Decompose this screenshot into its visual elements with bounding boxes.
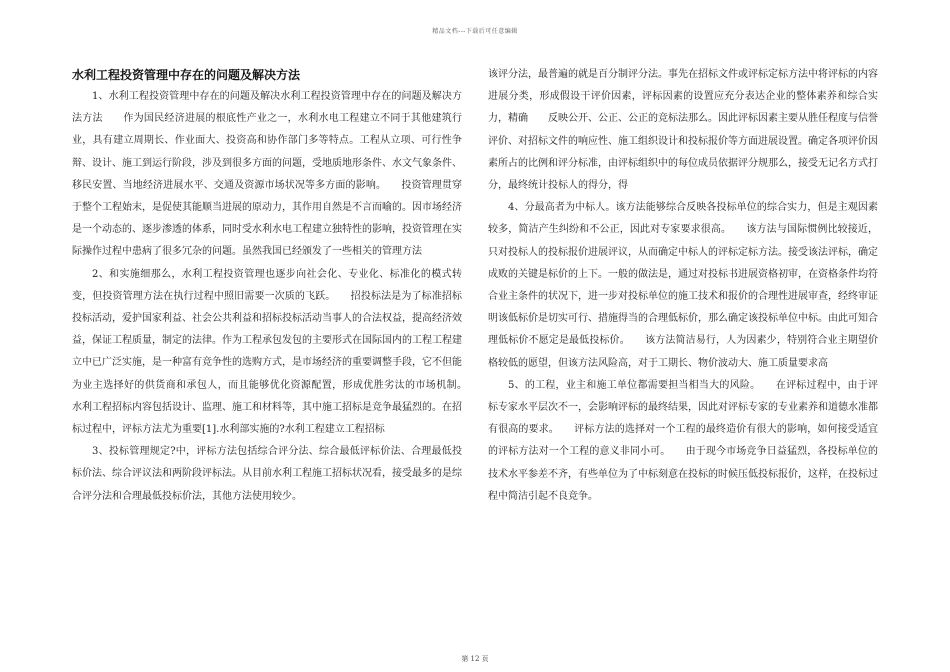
page-number: 第 12 页 — [461, 655, 489, 663]
page-header: 精品文档---下载后可任意编辑 — [432, 28, 518, 35]
paragraph-2: 2、和实施细那么，水利工程投资管理也逐步向社会化、专业化、标准化的模式转变，但投资管理方法在执行过程中照旧需要一次质的飞跃。 招投标法是为了标准招标投标活动，爱护国家利益、社会公共利益和招标投标活动当事人的合法权益，提高经济效益，保证工程质量，制定的法律。作为工程承包发包的主要形式在国际国内的工程工程建立中已广泛实施，是一种富有竞争性的选购方式，是市场经济的重要调整手段，它不但能为业主选择好的供货商和承包人，而且能够优化资源配置，形成优胜劣汰的市场机制。 水利工程招标内容包括设计、监理、施工和材料等，其中施工招标是竞争最猛烈的。在招标过程中，评标方法尤为重要[1].水利部实施的?水利工程建立工程招标 — [72, 268, 482, 436]
paragraph-3: 3、投标管理规定?中，评标方法包括综合评分法、综合最低评标价法、合理最低投标价法、综合评议法和两阶段评标法。从目前水利工程施工招标状况看，接受最多的是综合评分法和合理最低投标价法，其他方法使用较少。 — [72, 446, 462, 502]
paragraph-1: 1、水利工程投资管理中存在的问题及解决水利工程投资管理中存在的问题及解决方法方法 作为国民经济进展的根底性产业之一，水利水电工程建立不同于其他建筑行业，具有建立周期长、作业面大、投资高和协作部门多等特点。工程从立项、可行性争辩、设计、施工到运行阶段，涉及到很多方面的问题，受地质地形条件、水文气象条件、移民安置、当地经济进展水平、交通及资源市场状况等多方面的影响。 投资管理贯穿于整个工程始末，是促使其能顺当进展的原动力，其作用自然是不言而喻的。因市场经济是一个动态的、逐步渗透的体系，同时受水利水电工程建立独特性的影响，投资管理在实际操作过程中患病了很多冗杂的问题。虽然我国已经颁发了一些相关的管理方法 — [72, 91, 462, 258]
document-title: 水利工程投资管理中存在的问题及解决方法 — [72, 68, 301, 82]
paragraph-5: 4、分最高者为中标人。该方法能够综合反映各投标单位的综合实力，但是主观因素较多，简洁产生纠纷和不公正，因此对专家要求很高。 该方法与国际惯例比较接近，只对投标人的投标报价进展评议，从而确定中标人的评标定标方法。接受该法评标，确定成败的关键是标价的上下。一般的做法是，通过对投标书进展资格初审，在资格条件均符合业主条件的状况下，进一步对投标单位的施工技术和报价的合理性进展审查，经终审证明该低标价是切实可行、措施得当的合理低标价，那么确定该投标单位中标。由此可知合理低标价不愿定是最低投标价。 该方法简洁易行，人为因素少，特别符合业主期望价格较低的愿望，但该方法风险高，对于工期长、物价波动大、施工质量要求高 — [488, 202, 878, 369]
paragraph-6: 5、的工程，业主和施工单位都需要担当相当大的风险。 在评标过程中，由于评标专家水平层次不一，会影响评标的最终结果，因此对评标专家的专业素养和道德水准都有很高的要求。 评标方法的选择对一个工程的最终造价有很大的影响，如何接受适宜的评标方法对一个工程的意义非同小可。 由于现今市场竞争日益猛烈，各投标单位的技术水平参差不齐，有些单位为了中标刻意在投标的时候压低投标报价，这样，在投标过程中简洁引起不良竞争。 — [488, 379, 878, 502]
paragraph-4: 该评分法，最普遍的就是百分制评分法。事先在招标文件或评标定标方法中将评标的内容进展分类，形成假设干评价因素，评标因素的设置应充分表达企业的整体素养和综合实力，精确 反映公开、公正、公正的竞标法那么。因此评标因素主要从胜任程度与信誉评价、对招标文件的响应性、施工组织设计和投标报价等方面进展设置。确定各项评价因素所占的比例和评分标准，由评标组织中的每位成员依据评分规那么，接受无记名方式打分，最终统计投标人的得分，得 — [488, 69, 878, 192]
left-column — [72, 64, 482, 508]
right-column — [488, 64, 878, 508]
